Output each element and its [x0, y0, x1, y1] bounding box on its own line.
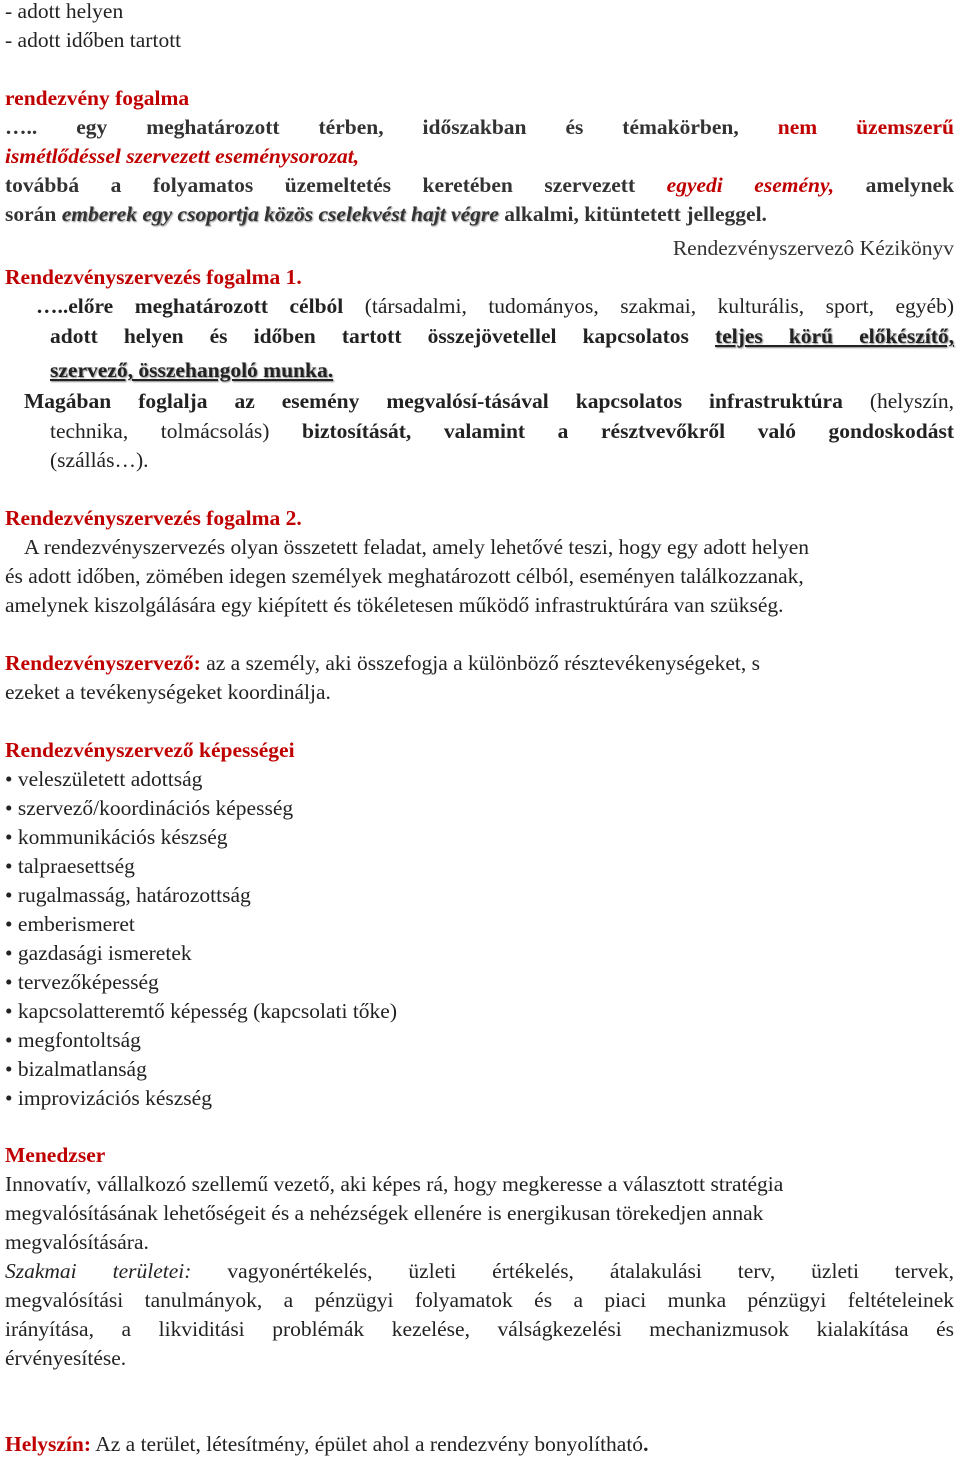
fogalom-line-1: [5, 113, 954, 142]
kepesseg-list-item: • emberismeret: [5, 912, 135, 936]
szervezo-line-1: [5, 649, 954, 678]
menedzser-line-4: [5, 1257, 954, 1286]
helyszin-line: [5, 1430, 954, 1459]
fogalma-1-line-4-a: Magában foglalja az esemény megvalósí-tásával kapcsolatos infrastruktúra: [24, 389, 843, 413]
kepesseg-list-item: • kommunikációs készség: [5, 825, 228, 849]
fogalma-1-line-2: [50, 322, 954, 351]
intro-item-time: - adott időben tartott: [5, 28, 182, 52]
fogalom-line-3-b: egyedi esemény,: [666, 173, 835, 197]
kepesseg-list-item: • kapcsolatteremtő képesség (kapcsolati tőke): [5, 999, 397, 1023]
kepesseg-list-item: • megfontoltság: [5, 1028, 141, 1052]
kepesseg-list-item: • szervező/koordinációs képesség: [5, 796, 294, 820]
kepesseg-list-item: • bizalmatlanság: [5, 1057, 147, 1081]
kepesseg-list-item: • rugalmasság, határozottság: [5, 883, 251, 907]
fogalma-2-heading: Rendezvényszervezés fogalma 2.: [5, 506, 302, 530]
fogalom-line-3-a: továbbá a folyamatos üzemeltetés keretében szervezett: [5, 173, 636, 197]
fogalom-line-1-a: ….. egy meghatározott térben, időszakban és témakörben,: [5, 115, 739, 139]
fogalma-1-line-5: [50, 417, 954, 446]
szakmai-teruletei-label: Szakmai területei:: [5, 1259, 192, 1283]
kepesseg-list-item: • gazdasági ismeretek: [5, 941, 192, 965]
kepesseg-list-item: • veleszületett adottság: [5, 767, 203, 791]
fogalom-line-4-a: során: [5, 202, 57, 226]
szervezo-line-2: ezeket a tevékenységeket koordinálja.: [5, 680, 331, 704]
kepesseg-list-item: • talpraesettség: [5, 854, 135, 878]
menedzser-line-6: irányítása, a likviditási problémák kezelése, válságkezelési mechanizmusok kialakítása és: [5, 1317, 954, 1341]
menedzser-line-3: megvalósítására.: [5, 1230, 149, 1254]
szervezo-label: Rendezvényszervező:: [5, 651, 201, 675]
fogalma-2-line-1: A rendezvényszervezés olyan összetett feladat, amely lehetővé teszi, hogy egy adott helyen: [24, 535, 810, 559]
menedzser-line-5: megvalósítási tanulmányok, a pénzügyi folyamatok és a piaci munka pénzügyi feltételeinek: [5, 1288, 954, 1312]
helyszin-end: .: [643, 1432, 649, 1456]
fogalma-1-line-2-a: adott helyen és időben tartott összejövetellel kapcsolatos: [50, 324, 689, 348]
menedzser-line-7: érvényesítése.: [5, 1346, 127, 1370]
fogalom-line-1-b: nem üzemszerű: [777, 115, 955, 139]
szervezo-text-1: az a személy, aki összefogja a különböző résztevékenységeket, s: [206, 651, 760, 675]
fogalma-1-line-6: (szállás…).: [50, 448, 149, 472]
fogalma-1-line-1: [36, 292, 954, 321]
menedzser-line-2: megvalósításának lehetőségeit és a nehézségek ellenére is energikusan törekedjen annak: [5, 1201, 764, 1225]
fogalom-line-3: [5, 171, 954, 200]
menedzser-line-1: Innovatív, vállalkozó szellemű vezető, aki képes rá, hogy megkeresse a választott stratégia: [5, 1172, 784, 1196]
fogalma-1-line-1-a: …..előre meghatározott célból: [36, 294, 344, 318]
fogalma-1-line-3: szervező, összehangoló munka.: [50, 358, 334, 382]
fogalma-1-heading: Rendezvényszervezés fogalma 1.: [5, 265, 302, 289]
fogalom-line-2: ismétlődéssel szervezett eseménysorozat,: [5, 144, 360, 168]
fogalma-1-line-5-a: technika, tolmácsolás): [50, 419, 270, 443]
fogalma-1-line-4: [24, 387, 954, 416]
menedzser-heading: Menedzser: [5, 1143, 106, 1167]
intro-item-place: - adott helyen: [5, 0, 124, 23]
fogalom-line-4: [5, 200, 954, 229]
helyszin-text: Az a terület, létesítmény, épület ahol a rendezvény bonyolítható: [95, 1432, 644, 1456]
menedzser-line-4-b: vagyonértékelés, üzleti értékelés, átalakulási terv, üzleti tervek,: [227, 1259, 954, 1283]
fogalom-line-4-b: emberek egy csoportja közös cselekvést hajt végre: [61, 202, 499, 226]
fogalom-line-4-c: alkalmi, kitüntetett jelleggel.: [504, 202, 767, 226]
fogalma-1-line-4-b: (helyszín,: [869, 389, 955, 413]
kepessegek-heading: Rendezvényszervező képességei: [5, 738, 295, 762]
kepesseg-list-item: • tervezőképesség: [5, 970, 159, 994]
source-citation: Rendezvényszervezô Kézikönyv: [672, 236, 954, 260]
helyszin-label: Helyszín:: [5, 1432, 91, 1456]
fogalma-2-line-3: amelynek kiszolgálására egy kiépített és tökéletesen működő infrastruktúrára van szükség.: [5, 593, 784, 617]
kepesseg-list-item: • improvizációs készség: [5, 1086, 212, 1110]
fogalma-1-line-1-b: (társadalmi, tudományos, szakmai, kulturális, sport, egyéb): [364, 294, 955, 318]
fogalma-1-line-5-b: biztosítását, valamint a résztvevőkről való gondoskodást: [302, 419, 954, 443]
rendezveny-fogalma-heading: rendezvény fogalma: [5, 86, 190, 110]
fogalom-line-3-c: amelynek: [865, 173, 955, 197]
fogalma-1-line-2-b: teljes körű előkészítő,: [714, 324, 955, 348]
fogalma-2-line-2: és adott időben, zömében idegen személyek meghatározott célból, eseményen találkozzanak,: [5, 564, 804, 588]
